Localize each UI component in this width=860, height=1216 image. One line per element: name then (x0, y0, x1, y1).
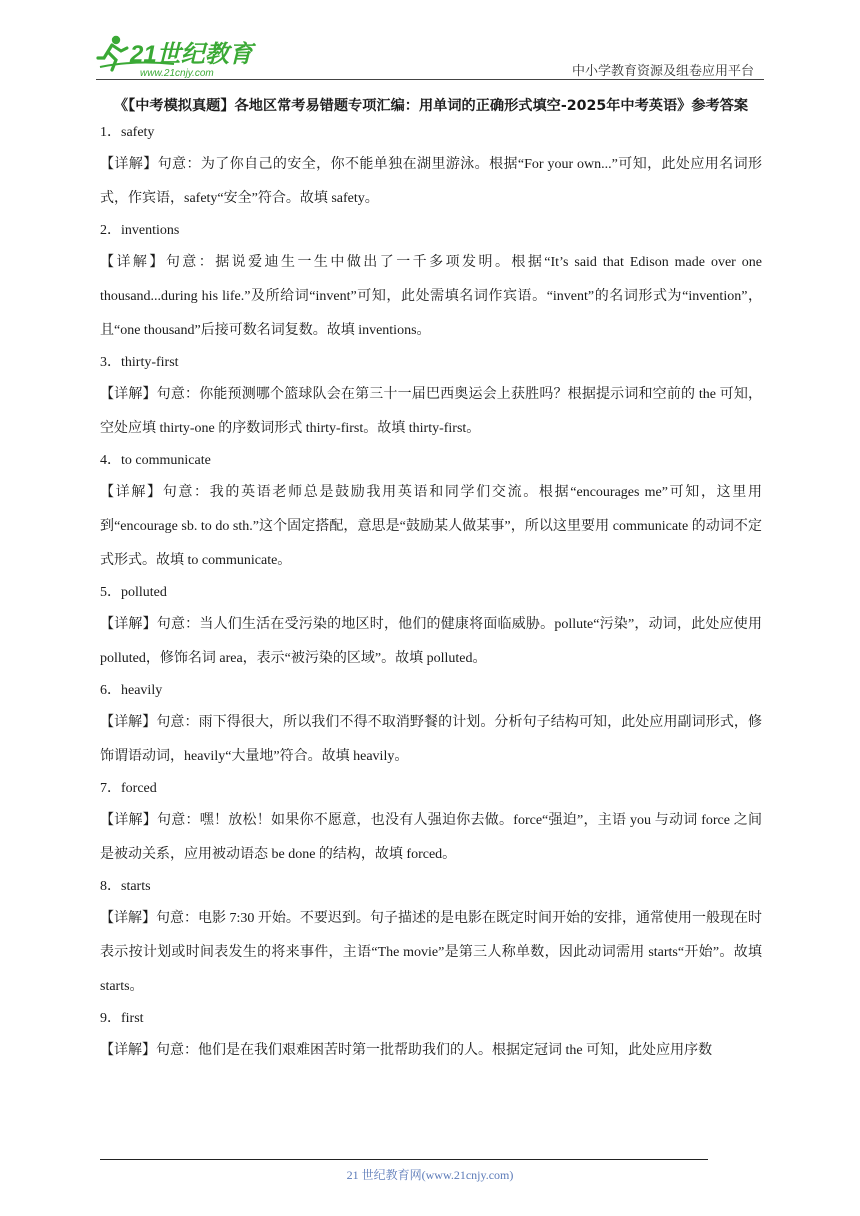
page-header (0, 0, 860, 80)
answer-label: 2．inventions (100, 223, 180, 238)
document-title: 《【中考模拟真题】各地区常考易错题专项汇编：用单词的正确形式填空-2025年中考英语》参考答案 (113, 98, 749, 114)
header-divider (96, 79, 764, 80)
answer-label: 8．starts (100, 879, 151, 894)
footer-source: 21 世纪教育网(www.21cnjy.com) (346, 1168, 514, 1182)
svg-text:www.21cnjy.com: www.21cnjy.com (140, 68, 214, 79)
answer-item (100, 876, 762, 1004)
answer-item (100, 582, 762, 676)
footer-divider (100, 1159, 708, 1160)
answer-label: 4．to communicate (100, 453, 211, 468)
answer-label: 6．heavily (100, 683, 163, 698)
svg-text:21世纪教育: 21世纪教育 (130, 41, 253, 68)
platform-name: 中小学教育资源及组卷应用平台 (571, 63, 754, 78)
answer-explanation: 【详解】句意：雨下得很大，所以我们不得不取消野餐的计划。分析句子结构可知，此处应用副词形式，修饰谓语动词，heavily“大量地”符合。故填 heavily。 (100, 715, 762, 764)
answer-label: 7．forced (100, 781, 157, 796)
answer-content (100, 94, 762, 1068)
answer-label: 3．thirty-first (100, 355, 179, 370)
answer-explanation: 【详解】句意：你能预测哪个篮球队会在第三十一届巴西奥运会上获胜吗？根据提示词和空前的 the 可知，空处应填 thirty-one 的序数词形式 thirty-first。故填 thirty-first。 (100, 387, 762, 436)
logo-21cnjy (94, 34, 264, 80)
answer-item (100, 122, 762, 216)
answer-item (100, 778, 762, 872)
answer-item (100, 1008, 762, 1068)
answer-item (100, 680, 762, 774)
answer-label: 1．safety (100, 125, 155, 140)
answer-explanation: 【详解】句意：当人们生活在受污染的地区时，他们的健康将面临威胁。pollute“污染”，动词，此处应使用 polluted，修饰名词 area，表示“被污染的区域”。故填 polluted。 (100, 617, 762, 666)
answer-item (100, 450, 762, 578)
answer-explanation: 【详解】句意：嘿！放松！如果你不愿意，也没有人强迫你去做。force“强迫”，主语 you 与动词 force 之间是被动关系，应用被动语态 be done 的结构，故填 forced。 (100, 813, 762, 862)
answer-explanation: 【详解】句意：他们是在我们艰难困苦时第一批帮助我们的人。根据定冠词 the 可知，此处应用序数 (100, 1043, 713, 1058)
answer-label: 9．first (100, 1011, 144, 1026)
answer-explanation: 【详解】句意：我的英语老师总是鼓励我用英语和同学们交流。根据“encourages me”可知，这里用到“encourage sb. to do sth.”这个固定搭配，意思是“鼓励某人做某事”，所以这里要用 communicate 的动词不定式形式。故填 to communicate。 (100, 485, 762, 568)
answer-label: 5．polluted (100, 585, 167, 600)
answer-item (100, 352, 762, 446)
answer-item (100, 220, 762, 348)
answer-explanation: 【详解】句意：据说爱迪生一生中做出了一千多项发明。根据“It’s said that Edison made over one thousand...during his life.”及所给词“invent”可知，此处需填名词作宾语。“invent”的名词形式为“invention”，且“one thousand”后接可数名词复数。故填 inventions。 (100, 255, 762, 338)
answer-explanation: 【详解】句意：为了你自己的安全，你不能单独在湖里游泳。根据“For your own...”可知，此处应用名词形式，作宾语，safety“安全”符合。故填 safety。 (100, 157, 762, 206)
answer-explanation: 【详解】句意：电影 7:30 开始。不要迟到。句子描述的是电影在既定时间开始的安排，通常使用一般现在时表示按计划或时间表发生的将来事件，主语“The movie”是第三人称单数，因此动词需用 starts“开始”。故填 starts。 (100, 911, 762, 994)
